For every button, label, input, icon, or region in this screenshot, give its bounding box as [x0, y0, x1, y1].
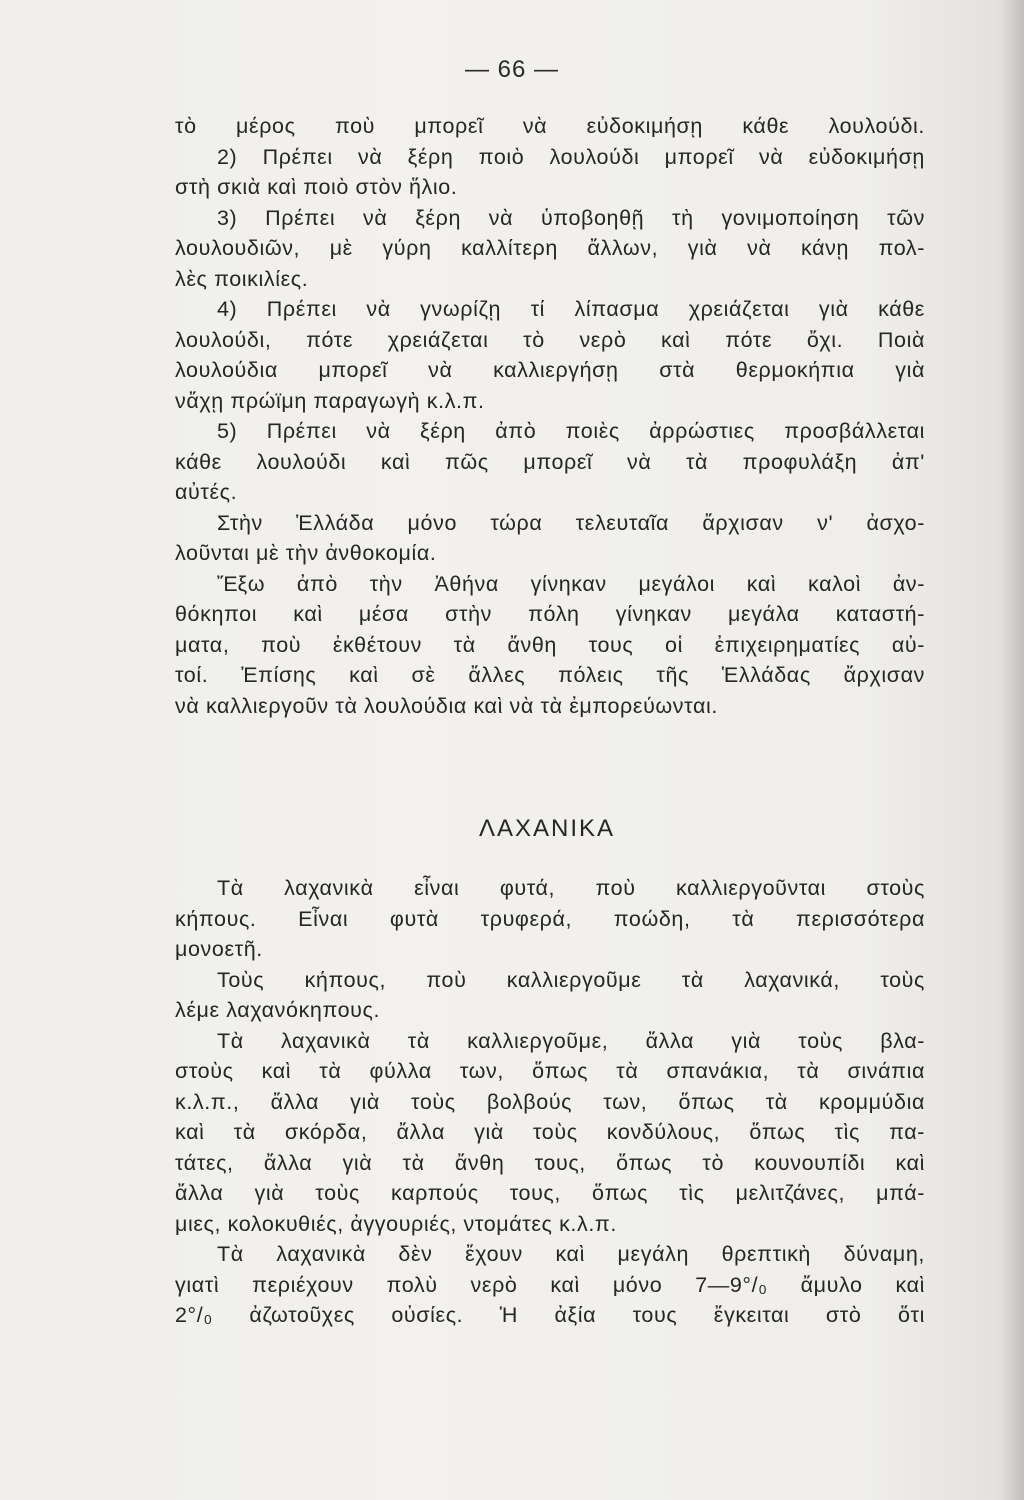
- text-line: στὴ σκιὰ καὶ ποιὸ στὸν ἥλιο.: [175, 175, 458, 199]
- text-line: κήπους. Εἶναι φυτὰ τρυφερά, ποώδη, τὰ περισσότερα: [175, 906, 925, 931]
- text-line: νἄχῃ πρώϊμη παραγωγὴ κ.λ.π.: [175, 388, 485, 413]
- text-line: ἄλλα γιὰ τοὺς καρπούς τους, ὅπως τὶς μελιτζάνες, μπά-: [175, 1181, 925, 1205]
- text-line: λὲς ποικιλίες.: [175, 266, 309, 291]
- text-line: στοὺς καὶ τὰ φύλλα των, ὅπως τὰ σπανάκια, τὰ σινάπια: [175, 1059, 925, 1083]
- text-line: λέμε λαχανόκηπους.: [175, 998, 381, 1022]
- text-line: κ.λ.π., ἄλλα γιὰ τοὺς βολβούς των, ὅπως τὰ κρομμύδια: [175, 1089, 925, 1114]
- text-line: Ἔξω ἀπὸ τὴν Ἀθήνα γίνηκαν μεγάλοι καὶ καλοὶ ἀν-: [217, 571, 925, 596]
- text-line: Τοὺς κήπους, ποὺ καλλιεργοῦμε τὰ λαχανικά, τοὺς: [217, 967, 925, 992]
- text-line: τάτες, ἄλλα γιὰ τὰ ἄνθη τους, ὅπως τὸ κουνουπίδι καὶ: [175, 1150, 925, 1175]
- text-line: 5) Πρέπει νὰ ξέρη ἀπὸ ποιὲς ἀρρώστιες προσβάλλεται: [217, 419, 925, 443]
- text-line: 4) Πρέπει νὰ γνωρίζῃ τί λίπασμα χρειάζεται γιὰ κάθε: [217, 297, 925, 321]
- text-line: Τὰ λαχανικὰ δὲν ἔχουν καὶ μεγάλη θρεπτικὴ δύναμη,: [217, 1242, 925, 1266]
- text-line: νὰ καλλιεργοῦν τὰ λουλούδια καὶ νὰ τὰ ἐμπορεύωνται.: [175, 693, 718, 718]
- text-line: 3) Πρέπει νὰ ξέρη νὰ ὑποβοηθῇ τὴ γονιμοποίηση τῶν: [217, 205, 925, 230]
- text-line: θόκηποι καὶ μέσα στὴν πόλη γίνηκαν μεγάλα καταστή-: [175, 602, 925, 626]
- text-line: Τὰ λαχανικὰ τὰ καλλιεργοῦμε, ἄλλα γιὰ τοὺς βλα-: [217, 1028, 925, 1053]
- text-line: κάθε λουλούδι καὶ πῶς μπορεῖ νὰ τὰ προφυλάξη ἀπ': [175, 449, 925, 474]
- text-line: λουλούδι, πότε χρειάζεται τὸ νερὸ καὶ πότε ὄχι. Ποιὰ: [175, 327, 925, 352]
- text-line: 2) Πρέπει νὰ ξέρη ποιὸ λουλούδι μπορεῖ νὰ εὐδοκιμήσῃ: [217, 144, 925, 169]
- text-line: τοί. Ἐπίσης καὶ σὲ ἄλλες πόλεις τῆς Ἑλλάδας ἄρχισαν: [175, 663, 925, 687]
- text-line: τὸ μέρος ποὺ μπορεῖ νὰ εὐδοκιμήσῃ κάθε λουλούδι.: [175, 114, 925, 138]
- text-line: μονοετῆ.: [175, 937, 263, 961]
- text-line: λουλούδια μπορεῖ νὰ καλλιεργήσῃ στὰ θερμοκήπια γιὰ: [175, 358, 925, 382]
- text-line: 2°/₀ ἀζωτοῦχες οὐσίες. Ἡ ἀξία τους ἔγκειται στὸ ὅτι: [175, 1303, 925, 1327]
- body-text-bottom: [175, 873, 925, 1331]
- text-line: γιατὶ περιέχουν πολὺ νερὸ καὶ μόνο 7—9°/₀ ἄμυλο καὶ: [175, 1272, 925, 1297]
- body-text-top: [175, 111, 925, 721]
- text-line: λουλουδιῶν, μὲ γύρη καλλίτερη ἄλλων, γιὰ νὰ κάνῃ πολ-: [175, 236, 925, 260]
- text-line: λοῦνται μὲ τὴν ἀνθοκομία.: [175, 541, 437, 565]
- text-line: μιες, κολοκυθιές, ἀγγουριές, ντομάτες κ.λ.π.: [175, 1211, 617, 1236]
- text-line: αὐτές.: [175, 480, 238, 504]
- text-line: ματα, ποὺ ἐκθέτουν τὰ ἄνθη τους οἱ ἐπιχειρηματίες αὐ-: [175, 632, 925, 657]
- text-line: Στὴν Ἑλλάδα μόνο τώρα τελευταῖα ἄρχισαν ν' ἀσχο-: [217, 510, 925, 535]
- text-line: Τὰ λαχανικὰ εἶναι φυτά, ποὺ καλλιεργοῦνται στοὺς: [217, 876, 925, 900]
- text-line: καὶ τὰ σκόρδα, ἄλλα γιὰ τοὺς κονδύλους, ὅπως τὶς πα-: [175, 1120, 925, 1144]
- page-edge-shadow: [1002, 0, 1024, 1500]
- page-number: — 66 —: [464, 56, 560, 83]
- section-heading: ΛΑΧΑΝΙΚΑ: [478, 815, 616, 842]
